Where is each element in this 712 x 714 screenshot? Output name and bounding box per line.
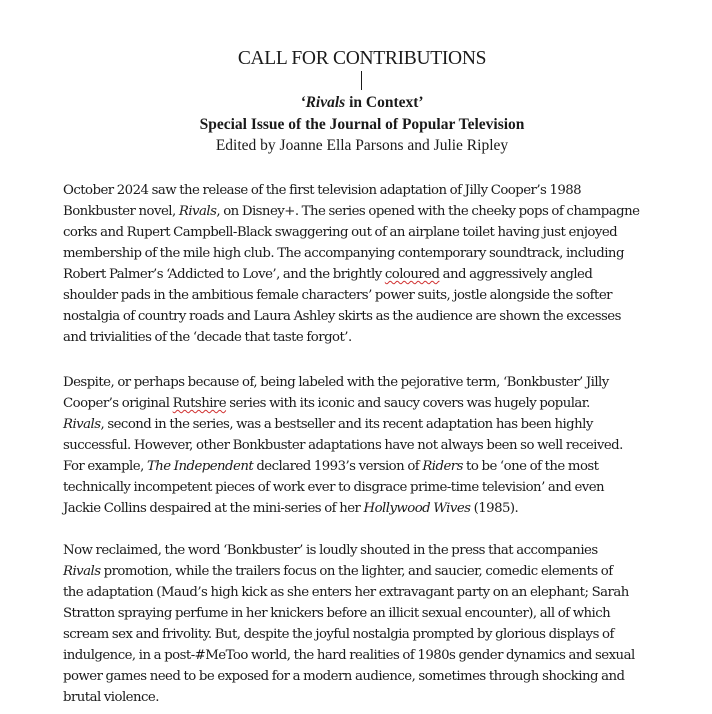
paragraph-1 <box>63 180 639 348</box>
p1-line-5: Robert Palmer’s ‘Addicted to Love’, and the brightly coloured and aggressively angled <box>63 267 593 282</box>
p3-line-4: Stratton spraying perfume in her knickers before an illicit sexual encounter), all of which <box>63 606 611 621</box>
p1-line-7: nostalgia of country roads and Laura Ashley skirts as the audience are shown the excesses <box>63 309 621 324</box>
p2-line-1: Despite, or perhaps because of, being labeled with the pejorative term, ‘Bonkbuster’ Jilly <box>63 375 609 390</box>
p3-line-8: brutal violence. <box>63 690 159 705</box>
paragraph-3 <box>63 540 635 708</box>
p2-line-6: technically incompetent pieces of work ever to disgrace prime-time television’ and even <box>63 480 605 495</box>
p1-line-1: October 2024 saw the release of the first television adaptation of Jilly Cooper’s 1988 <box>63 183 582 198</box>
issue-title <box>0 94 712 112</box>
p2-line-7: Jackie Collins despaired at the mini-series of her Hollywood Wives (1985). <box>63 501 519 516</box>
call-heading: CALL FOR CONTRIBUTIONS <box>237 48 487 69</box>
issue-title-rest: in Context’ <box>345 94 424 111</box>
p2-line-5: For example, The Independent declared 1993’s version of Riders to be ‘one of the most <box>63 459 599 474</box>
p3-line-7: power games need to be exposed for a modern audience, sometimes through shocking and <box>63 669 625 684</box>
p1-line-2: Bonkbuster novel, Rivals, on Disney+. The series opened with the cheeky pops of champagne <box>63 204 640 219</box>
issue-title-italic: ‘Rivals <box>300 94 346 111</box>
p3-line-3: the adaptation (Maud’s high kick as she enters her extravagant party on an elephant; Sarah <box>63 585 629 600</box>
p2-line-2: Cooper’s original Rutshire series with its iconic and saucy covers was hugely popular. <box>63 396 590 411</box>
spellcheck-underline: coloured <box>384 267 440 282</box>
p3-line-2: Rivals promotion, while the trailers focus on the lighter, and saucier, comedic elements of <box>63 564 613 579</box>
spellcheck-underline: Rutshire <box>172 396 227 411</box>
p1-line-4: membership of the mile high club. The accompanying contemporary soundtrack, including <box>63 246 624 261</box>
p3-line-1: Now reclaimed, the word ‘Bonkbuster’ is loudly shouted in the press that accompanies <box>63 543 598 558</box>
special-issue-line: Special Issue of the Journal of Popular Television <box>199 116 525 133</box>
text-cursor <box>361 71 362 90</box>
p1-line-8: and trivialities of the ‘decade that taste forgot’. <box>63 330 352 345</box>
p2-line-3: Rivals, second in the series, was a bestseller and its recent adaptation has been highly <box>63 417 593 432</box>
p2-line-4: successful. However, other Bonkbuster adaptations have not always been so well received. <box>63 438 623 453</box>
editors-line: Edited by Joanne Ella Parsons and Julie Ripley <box>215 137 509 154</box>
paragraph-2 <box>63 372 623 519</box>
p1-line-3: corks and Rupert Campbell-Black swaggering out of an airplane toilet having just enjoyed <box>63 225 618 240</box>
p1-line-6: shoulder pads in the ambitious female characters’ power suits, jostle alongside the softer <box>63 288 612 303</box>
p3-line-6: indulgence, in a post-#MeToo world, the hard realities of 1980s gender dynamics and sexual <box>63 648 635 663</box>
p3-line-5: scream sex and frivolity. But, despite the joyful nostalgia prompted by glorious displays of <box>63 627 614 642</box>
